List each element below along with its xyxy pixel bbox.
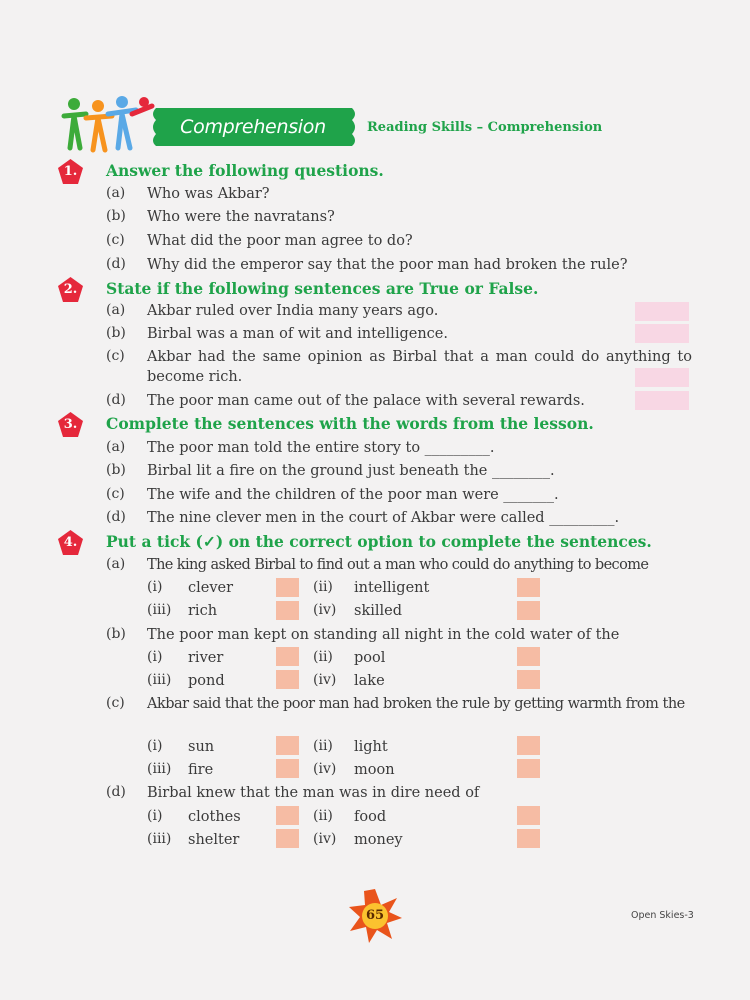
tick-box[interactable] xyxy=(517,670,540,689)
tick-box[interactable] xyxy=(276,759,299,778)
item-label: (c) xyxy=(106,486,125,502)
item-label: (c) xyxy=(106,695,125,711)
item-label: (a) xyxy=(106,556,126,572)
true-false-answer-box[interactable] xyxy=(635,368,689,387)
option-text: fire xyxy=(188,762,214,778)
option-label: (iv) xyxy=(313,672,337,688)
item-label: (d) xyxy=(106,509,126,525)
option-label: (iii) xyxy=(147,602,172,618)
tick-box[interactable] xyxy=(276,829,299,848)
option-text: money xyxy=(354,832,403,848)
item-label: (d) xyxy=(106,784,126,800)
question-text: What did the poor man agree to do? xyxy=(147,233,413,249)
tick-box[interactable] xyxy=(276,670,299,689)
option-label: (i) xyxy=(147,808,163,824)
item-label: (b) xyxy=(106,626,126,642)
tick-box[interactable] xyxy=(276,578,299,597)
tick-box[interactable] xyxy=(276,647,299,666)
section-3-heading: Complete the sentences with the words from the lesson. xyxy=(106,414,594,433)
section-number-badge: 1. xyxy=(57,158,84,185)
true-false-answer-box[interactable] xyxy=(635,324,689,343)
mcq-question: The king asked Birbal to find out a man who could do anything to become xyxy=(147,557,649,573)
item-label: (d) xyxy=(106,392,126,408)
option-text: sun xyxy=(188,739,215,755)
item-label: (b) xyxy=(106,462,126,478)
option-text: clever xyxy=(188,580,234,596)
option-label: (iv) xyxy=(313,761,337,777)
section-number-badge: 3. xyxy=(57,411,84,438)
option-label: (iii) xyxy=(147,831,172,847)
item-label: (c) xyxy=(106,348,125,364)
option-label: (iii) xyxy=(147,672,172,688)
section-4-heading: Put a tick (✓) on the correct option to complete the sentences. xyxy=(106,532,652,551)
tick-box[interactable] xyxy=(517,759,540,778)
tick-box[interactable] xyxy=(517,829,540,848)
option-label: (ii) xyxy=(313,649,333,665)
tick-box[interactable] xyxy=(517,647,540,666)
option-label: (iii) xyxy=(147,761,172,777)
option-text: skilled xyxy=(354,603,403,619)
comprehension-banner-label: Comprehension xyxy=(180,116,326,138)
option-text: moon xyxy=(354,762,395,778)
mcq-question: Akbar said that the poor man had broken the rule by getting warmth from the xyxy=(147,696,685,712)
item-label: (b) xyxy=(106,325,126,341)
section-number-badge: 4. xyxy=(57,529,84,556)
fill-in-sentence: The wife and the children of the poor man were _______. xyxy=(147,487,559,503)
item-label: (b) xyxy=(106,208,126,224)
tick-box[interactable] xyxy=(517,806,540,825)
statement-text: Akbar had the same opinion as Birbal that a man could do anything to become rich. xyxy=(147,349,692,385)
option-text: food xyxy=(354,809,387,825)
option-label: (ii) xyxy=(313,738,333,754)
mcq-question: Birbal knew that the man was in dire need of xyxy=(147,785,480,801)
statement-text: The poor man came out of the palace with several rewards. xyxy=(147,393,585,409)
option-text: river xyxy=(188,650,224,666)
true-false-answer-box[interactable] xyxy=(635,391,689,410)
option-text: light xyxy=(354,739,388,755)
statement-text: Akbar ruled over India many years ago. xyxy=(147,303,439,319)
question-text: Who was Akbar? xyxy=(147,186,270,202)
option-label: (iv) xyxy=(313,831,337,847)
option-text: shelter xyxy=(188,832,240,848)
option-label: (i) xyxy=(147,738,163,754)
item-label: (d) xyxy=(106,256,126,272)
option-text: rich xyxy=(188,603,218,619)
option-text: intelligent xyxy=(354,580,430,596)
question-text: Who were the navratans? xyxy=(147,209,335,225)
page-number: 65 xyxy=(365,908,385,923)
statement-text: Birbal was a man of wit and intelligence. xyxy=(147,326,448,342)
tick-box[interactable] xyxy=(517,736,540,755)
fill-in-sentence: The poor man told the entire story to _________. xyxy=(147,440,495,456)
fill-in-sentence: The nine clever men in the court of Akbar were called _________. xyxy=(147,510,620,526)
option-label: (ii) xyxy=(313,579,333,595)
mcq-question: The poor man kept on standing all night in the cold water of the xyxy=(147,627,620,643)
option-label: (iv) xyxy=(313,602,337,618)
true-false-answer-box[interactable] xyxy=(635,302,689,321)
reading-skills-subtitle: Reading Skills – Comprehension xyxy=(367,120,603,135)
option-label: (ii) xyxy=(313,808,333,824)
option-text: pool xyxy=(354,650,386,666)
item-label: (a) xyxy=(106,185,126,201)
tick-box[interactable] xyxy=(276,601,299,620)
item-label: (a) xyxy=(106,439,126,455)
option-label: (i) xyxy=(147,579,163,595)
section-2-heading: State if the following sentences are True or False. xyxy=(106,279,539,298)
option-text: pond xyxy=(188,673,225,689)
option-text: lake xyxy=(354,673,385,689)
option-label: (i) xyxy=(147,649,163,665)
children-logo-icon xyxy=(60,96,155,154)
tick-box[interactable] xyxy=(517,601,540,620)
tick-box[interactable] xyxy=(276,736,299,755)
section-1-heading: Answer the following questions. xyxy=(106,161,384,180)
question-text: Why did the emperor say that the poor man had broken the rule? xyxy=(147,257,628,273)
section-number-badge: 2. xyxy=(57,276,84,303)
book-title: Open Skies-3 xyxy=(631,910,694,921)
item-label: (a) xyxy=(106,302,126,318)
fill-in-sentence: Birbal lit a fire on the ground just beneath the ________. xyxy=(147,463,555,479)
item-label: (c) xyxy=(106,232,125,248)
option-text: clothes xyxy=(188,809,241,825)
tick-box[interactable] xyxy=(517,578,540,597)
tick-box[interactable] xyxy=(276,806,299,825)
